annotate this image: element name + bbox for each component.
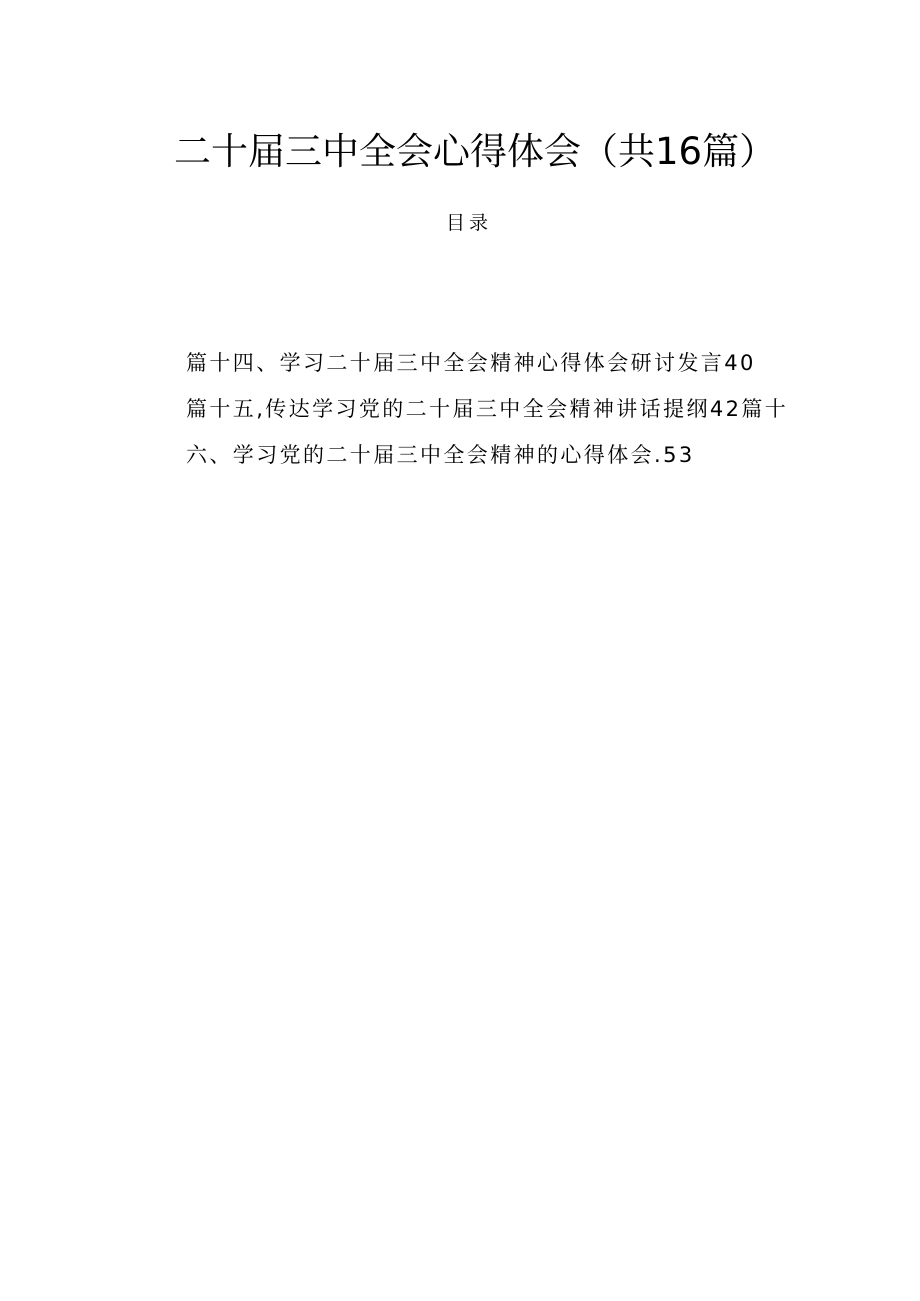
document-title: 二十届三中全会心得体会（共16篇） bbox=[174, 130, 777, 173]
toc-entry: 六、学习党的二十届三中全会精神的心得体会.53 bbox=[186, 443, 695, 467]
toc-heading: 目录 bbox=[446, 212, 493, 234]
toc-entry: 篇十五,传达学习党的二十届三中全会精神讲话提纲42篇十 bbox=[186, 397, 789, 421]
table-of-contents bbox=[186, 340, 789, 478]
toc-entry: 篇十四、学习二十届三中全会精神心得体会研讨发言40 bbox=[186, 351, 756, 375]
